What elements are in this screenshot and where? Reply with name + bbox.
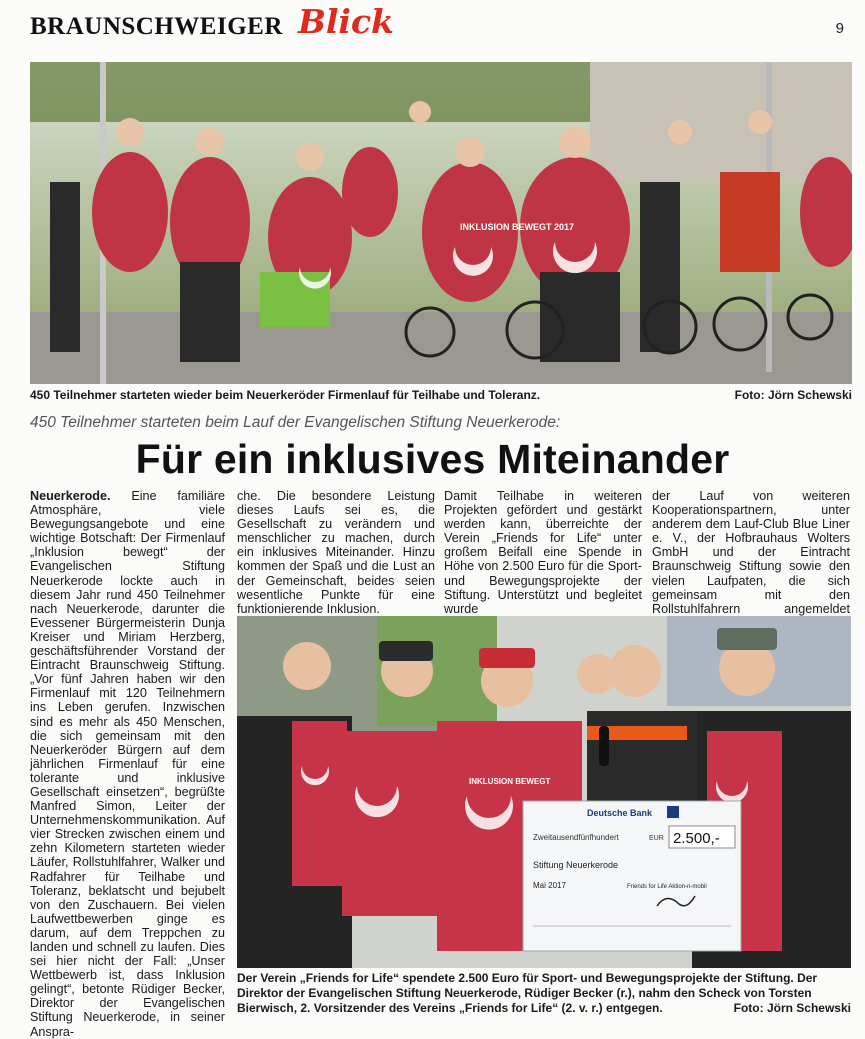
cheque-amount-words: Zweitausendfünfhundert xyxy=(533,833,619,842)
article-column-4 xyxy=(652,489,850,630)
bottom-photo-shirt-print: INKLUSION BEWEGT xyxy=(469,777,551,786)
article-column-1 xyxy=(30,489,225,1039)
bottom-photo-credit: Foto: Jörn Schewski xyxy=(733,1001,851,1015)
article-dateline: Neuerkerode. xyxy=(30,489,111,503)
article-column-2 xyxy=(237,489,435,616)
article-column-3 xyxy=(444,489,642,616)
top-photo xyxy=(30,62,852,384)
cheque-date: Mai 2017 xyxy=(533,881,566,890)
top-photo-caption xyxy=(30,388,852,402)
bottom-photo xyxy=(237,616,851,968)
masthead xyxy=(30,4,850,50)
article-column-3-text: Damit Teilhabe in weiteren Projekten gefördert und gestärkt werden kann, überreichte der Verein „Friends for Life“ unter großem Beifall eine Spende in Höhe von 2.500 Euro für die Sport- und Bewegungsprojekte der Stiftung. Unterstützt und begleitet wurde xyxy=(444,489,642,616)
article-headline: Für ein inklusives Miteinander xyxy=(135,436,730,482)
cheque-currency: EUR xyxy=(649,835,664,842)
cheque-bank: Deutsche Bank xyxy=(587,808,653,818)
cheque-purpose: Friends for Life Aktion-n-mobil xyxy=(627,884,707,890)
top-caption-text: 450 Teilnehmer starteten wieder beim Neuerkeröder Firmenlauf für Teilhabe und Toleranz. xyxy=(30,388,541,402)
cheque-payee: Stiftung Neuerkerode xyxy=(533,860,619,870)
article-column-4-text: der Lauf von weiteren Kooperationspartnern, unter anderem dem Lauf-Club Blue Liner e. V., der Hofbrauhaus Wolters GmbH und der Eintracht Braunschweig Stiftung sowie den vielen Laufpaten, die sich gemeinsam mit den Rollstuhlfahrern angemeldet xyxy=(652,489,850,616)
cheque-amount: 2.500,- xyxy=(673,830,720,847)
top-photo-credit: Foto: Jörn Schewski xyxy=(734,388,852,402)
top-photo-shirt-print: INKLUSION BEWEGT 2017 xyxy=(460,222,575,232)
article-column-2-text: che. Die besondere Leistung dieses Laufs sei es, die Gesellschaft zu verändern und menschlicher zu machen, durch ein inklusives Miteinander. Hinzu kommen der Spaß und die Lust an der Gemeinschaft, beides seien wesentliche Punkte für eine funktionierende Inklusion. xyxy=(237,489,435,616)
newspaper-name: BRAUNSCHWEIGER xyxy=(30,13,283,40)
article-kicker: 450 Teilnehmer starteten beim Lauf der Evangelischen Stiftung Neuerkerode: xyxy=(30,414,561,431)
bottom-caption-text: Der Verein „Friends for Life“ spendete 2.500 Euro für Sport- und Bewegungsprojekte der Stiftung. Der Direktor der Evangelischen Stiftung Neuerkerode, Rüdiger Becker (r.), nahm den Scheck von Torsten Bierwisch, 2. Vorsitzender des Vereins „Friends for Life“ (2. v. r.) entgegen. xyxy=(237,971,818,1015)
newspaper-brand-logo: Blick xyxy=(298,2,394,41)
article-column-1-text: Eine familiäre Atmosphäre, viele Bewegungsangebote und eine wichtige Botschaft: Der Firmenlauf „Inklusion bewegt“ der Evangelischen Stiftung Neuerkerode lockte auch in diesem Jahr rund 450 Teilnehmer nach Neuerkerode, darunter die Evessener Bürgermeisterin Dunja Kreiser und Miriam Herzberg, geschäftsführender Vorstand der Eintracht Braunschweig Stiftung. „Vor fünf Jahren haben wir den Firmenlauf mit 120 Teilnehmern ins Leben gerufen. Inzwischen sind es mehr als 450 Menschen, die sich gemeinsam mit den Neuerkeröder Bürgern auf dem jährlichen Firmenlauf für eine tolerante und inklusive Gesellschaft einsetzen“, begrüßte Manfred Simon, Leiter der Unternehmenskommunikation. Auf vier Strecken zwischen einem und zehn Kilometern starteten wieder Läufer, Rollstuhlfahrer, Walker und Radfahrer für Teilhabe und Toleranz, beklatscht und bejubelt von den Zuschauern. Bei vielen Laufwettbewerben ginge es darum, auf dem Treppchen zu landen und schnell zu laufen. Dies sei hier nicht der Fall: „Unser Wettbewerb ist, dass Inklusion gelingt“, betonte Rüdiger Becker, Direktor der Evangelischen Stiftung Neuerkerode, in seiner Anspra- xyxy=(30,489,225,1039)
donation-cheque xyxy=(523,801,741,951)
page-number: 9 xyxy=(835,20,844,37)
bottom-photo-caption xyxy=(237,971,851,1016)
